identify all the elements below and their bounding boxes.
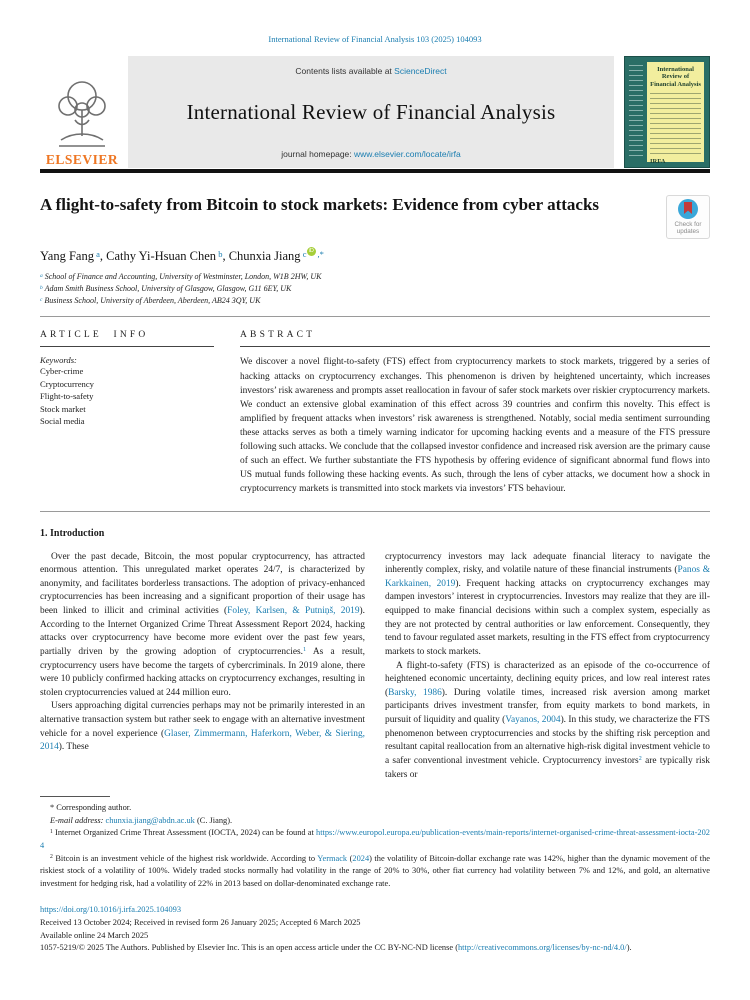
cover-footer: IRFA bbox=[650, 158, 666, 166]
text-run: ) the volatility of Bitcoin-dollar exchange rate was 142%, higher than the dynamic movement of the riskiest stock of a volatility of 100%. Widely traded stocks normally had volatility in the range of 20% to 30%, other fiat currency had volatility between 7% and 12%, and gold, an alternative investment for hedging risk, had a volatility of 22% in 2013 based on dollar-denominated exchange rate. bbox=[40, 853, 710, 888]
inline-link[interactable]: Yermack bbox=[317, 853, 348, 863]
footnote-1 bbox=[40, 827, 710, 852]
journal-cover bbox=[624, 56, 710, 168]
received-line: Received 13 October 2024; Received in revised form 26 January 2025; Accepted 6 March 2025 bbox=[40, 918, 361, 928]
abstract-heading: ABSTRACT bbox=[240, 330, 710, 347]
text-run: , Chunxia Jiang bbox=[222, 249, 301, 264]
page-citation: International Review of Financial Analysis 103 (2025) 104093 bbox=[268, 34, 482, 44]
text-run: Bitcoin is an investment vehicle of the highest risk worldwide. According to bbox=[52, 853, 318, 863]
text-run: ( bbox=[347, 853, 353, 863]
inline-link[interactable]: http://creativecommons.org/licenses/by-nc-nd/4.0/ bbox=[457, 943, 627, 953]
article-title: A flight-to-safety from Bitcoin to stock markets: Evidence from cyber attacks bbox=[40, 195, 600, 214]
masthead-divider bbox=[40, 169, 710, 173]
introduction-heading: 1. Introduction bbox=[40, 527, 105, 539]
text-run: 1057-5219/© 2025 The Authors. Published by Elsevier Inc. This is an open access article under the CC BY-NC-ND license ( bbox=[40, 943, 458, 953]
text-run: Over the past decade, Bitcoin, the most popular cryptocurrency, has attracted enormous attention. This unregulated market operates 24/7, is characterized by anonymity, and facilitates borderless transactions. The adoption of privacy-enhanced cryptocurrencies has been increasing and a significant proportion of their usage has been linked to illicit and criminal activities ( bbox=[40, 551, 365, 617]
masthead-center bbox=[128, 56, 614, 168]
inline-link[interactable]: ,* bbox=[317, 248, 324, 259]
cover-spine-text bbox=[629, 65, 643, 159]
inline-link[interactable]: b bbox=[40, 285, 43, 292]
abstract-column bbox=[240, 330, 710, 496]
inline-link[interactable]: Panos & Karkkainen, 2019 bbox=[385, 565, 710, 589]
inline-link[interactable]: a bbox=[40, 273, 43, 280]
contents-prefix: Contents lists available at bbox=[295, 66, 395, 76]
text-run: ). During volatile times, increased risk aversion among market participants drives investment transfer, from equity markets to bond markets, in pursuit of liquidity and quality ( bbox=[385, 687, 711, 726]
keyword-item: Flight-to-safety bbox=[40, 391, 94, 402]
text-run bbox=[307, 247, 316, 256]
homepage-line bbox=[136, 149, 606, 159]
affiliation-b bbox=[40, 283, 710, 295]
journal-cover-thumbnail[interactable] bbox=[624, 56, 710, 168]
text-run: Adam Smith Business School, University of Glasgow, Glasgow, G11 6EY, UK bbox=[42, 284, 292, 294]
cover-inner bbox=[647, 62, 704, 166]
text-run: (C. Jiang). bbox=[194, 815, 233, 825]
bookmark-ribbon-icon bbox=[684, 202, 692, 214]
available-online-line: Available online 24 March 2025 bbox=[40, 930, 149, 940]
footnote-2 bbox=[40, 853, 710, 891]
elsevier-wordmark: ELSEVIER bbox=[45, 152, 119, 167]
check-updates-label: Check for updates bbox=[674, 221, 702, 236]
text-run: ). According to the Internet Organized Crime Threat Assessment Report 2024, hacking attacks over cryptocurrency have become more evident over the past few years, partially driven by the growing adoption of cryptocurrencies. bbox=[40, 606, 366, 657]
intro-paragraph bbox=[40, 700, 365, 755]
body-column-left bbox=[40, 551, 365, 783]
text-run: ). In this study, we characterize the FTS phenomenon between cryptocurrencies and stocks by the shifting risk perception and resultant capital reallocation from an alternative high-risk digital investment vehicle to a safer conventional investment vehicle. Cryptocurrency investors bbox=[385, 715, 710, 766]
inline-link[interactable]: 2024 bbox=[352, 853, 370, 863]
text-run: ). bbox=[626, 943, 632, 953]
check-updates-icon bbox=[678, 199, 698, 219]
text-run: are typically risk takers or bbox=[385, 755, 710, 780]
keyword-item: Stock market bbox=[40, 403, 86, 414]
intro-paragraph bbox=[40, 551, 365, 701]
inline-link[interactable]: c bbox=[40, 297, 43, 304]
text-run: ). Frequent hacking attacks on cryptocurrency exchanges may dampen investors’ interest in cryptocurrencies. Investors may realize that they are ill-equipped to make financial decisions within such a complex system, especially as they are not protected by central authorities or law enforcement. Consequently, they tend to favour regulated asset markets, resulting in the FTS effect from cryptocurrency markets to stock markets. bbox=[385, 578, 710, 657]
footnotes bbox=[40, 802, 710, 890]
inline-link[interactable]: b bbox=[216, 248, 223, 259]
copyright-line bbox=[40, 942, 710, 955]
inline-link[interactable]: 2 bbox=[638, 755, 642, 763]
inline-link[interactable]: a bbox=[93, 248, 100, 259]
text-run: E-mail address: bbox=[50, 815, 104, 825]
body-columns bbox=[40, 551, 710, 783]
elsevier-logo[interactable] bbox=[40, 56, 128, 168]
text-run: Users approaching digital currencies perhaps may not be primarily interested in an alternative transaction system but rather seek to engage with an alternative investment vehicle for a novel experience ( bbox=[40, 701, 365, 739]
info-abstract-section bbox=[40, 317, 710, 511]
title-row bbox=[40, 195, 710, 239]
article-info-column bbox=[40, 330, 240, 496]
footnote-rule bbox=[40, 796, 110, 797]
text-run: ). These bbox=[58, 742, 89, 753]
inline-link[interactable]: Vayanos, 2004 bbox=[505, 715, 561, 726]
text-run: School of Finance and Accounting, University of Westminster, London, W1B 2HW, UK bbox=[42, 272, 322, 282]
intro-paragraph bbox=[385, 660, 710, 783]
elsevier-tree-icon bbox=[53, 76, 111, 150]
text-run: cryptocurrency investors may lack adequate financial literacy to navigate the inherently complex, risky, and volatile nature of these financial instruments ( bbox=[385, 551, 710, 576]
keyword-item: Cyber-crime bbox=[40, 366, 84, 377]
text-run: Yang Fang bbox=[40, 249, 94, 264]
inline-link[interactable]: Barsky, 1986 bbox=[388, 687, 442, 698]
intro-paragraph bbox=[385, 551, 710, 660]
inline-link[interactable]: https://www.europol.europa.eu/publication-events/main-reports/internet-organised-crime-threat-assessment-iocta-2024 bbox=[40, 828, 710, 851]
body-column-right bbox=[385, 551, 710, 783]
inline-link[interactable]: c bbox=[300, 248, 307, 259]
text-run: 2 bbox=[50, 854, 53, 861]
check-for-updates-button[interactable] bbox=[666, 195, 710, 239]
author-line bbox=[40, 249, 710, 264]
affiliation-a bbox=[40, 271, 710, 283]
journal-title: International Review of Financial Analysis bbox=[186, 100, 556, 124]
journal-homepage-link[interactable]: www.elsevier.com/locate/irfa bbox=[354, 149, 461, 159]
keywords-label: Keywords: bbox=[40, 355, 77, 366]
text-run: Business School, University of Aberdeen, Aberdeen, AB24 3QY, UK bbox=[42, 296, 261, 306]
text-run: A flight-to-safety (FTS) is characterized as an episode of the co-occurrence of heightened economic uncertainty, declining equity prices, and low real interest rates ( bbox=[385, 660, 710, 698]
text-run: As a result, cryptocurrency users have become the targets of cybercriminals. In 2019 alone, there were 10 publicly confirmed hacking attacks on cryptocurrency exchanges, resulting in stolen cryptocurrencies valued at 244 million euro. bbox=[40, 646, 365, 698]
text-run: 1 bbox=[50, 828, 53, 835]
doi-link[interactable]: https://doi.org/10.1016/j.irfa.2025.104093 bbox=[40, 905, 182, 915]
inline-link[interactable]: 1 bbox=[303, 646, 307, 654]
contents-line bbox=[136, 66, 606, 76]
masthead bbox=[40, 56, 710, 168]
text-run: Internet Organized Crime Threat Assessment (IOCTA, 2024) can be found at bbox=[52, 828, 317, 838]
homepage-prefix: journal homepage: bbox=[281, 149, 354, 159]
inline-link[interactable]: chunxia.jiang@abdn.ac.uk bbox=[105, 815, 195, 825]
keyword-item: Cryptocurrency bbox=[40, 378, 94, 389]
affiliation-c bbox=[40, 295, 710, 307]
inline-link[interactable]: Foley, Karlsen, & Putniņš, 2019 bbox=[227, 606, 360, 617]
affiliations bbox=[40, 271, 710, 307]
abstract-text: We discover a novel flight-to-safety (FTS) effect from cryptocurrency markets to stock markets, triggered by a series of hacking attacks on cryptocurrency exchanges. This phenomenon is driven by heightened uncertainty, which increases investors’ risk awareness and prompts asset reallocation in favour of safer stock markets over riskier cryptocurrency markets. We conduct an extensive global examination of this effect across 39 countries and confirm this novelty. This effect is amplified by frequent attacks when investors’ risk awareness is strengthened. Notably, social media sentiment surrounding these attacks serves as both a timely warning indicator for upcoming hacking events and a measure of the FTS pressure following such attacks. We conclude that the collapsed investor confidence and increased risk aversion are the primary cause of such an effect. We further substantiate the FTS hypothesis by offering evidence of significant abnormal fund flows into US mutual funds following these hacking events. As such, through the lens of cyber attacks, we document how a shock in cryptocurrency markets is transmitted into stock markets via investors’ FTS behaviour. bbox=[240, 357, 710, 495]
sciencedirect-link[interactable]: ScienceDirect bbox=[394, 66, 447, 76]
email-line bbox=[40, 815, 710, 828]
bottom-block bbox=[40, 904, 710, 954]
cover-title: International Review of Financial Analysis bbox=[650, 66, 701, 88]
keyword-item: Social media bbox=[40, 416, 85, 427]
article-info-heading: ARTICLE INFO bbox=[40, 330, 214, 347]
text-run: , Cathy Yi-Hsuan Chen bbox=[99, 249, 217, 264]
cover-contents-lines bbox=[650, 93, 701, 155]
inline-link[interactable]: Glaser, Zimmermann, Haferkorn, Weber, & Siering, 2014 bbox=[40, 728, 365, 753]
corresponding-author-note: * Corresponding author. bbox=[50, 803, 132, 813]
